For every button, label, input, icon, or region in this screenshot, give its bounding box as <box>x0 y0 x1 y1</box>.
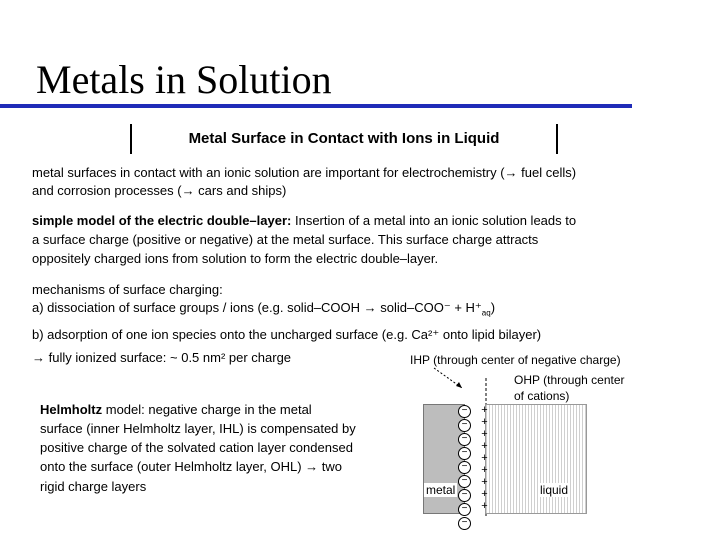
mechanism-a-text: a) dissociation of surface groups / ions (e.g. solid–COOH → solid–COO⁻ + H⁺ <box>32 300 482 315</box>
anion: − <box>458 433 471 446</box>
helmholtz-line-2: surface (inner Helmholtz layer, IHL) is compensated by <box>40 421 356 436</box>
paragraph-double-layer-line-3: oppositely charged ions from solution to form the electric double–layer. <box>32 251 439 266</box>
cation: + <box>481 488 488 500</box>
liquid-region <box>485 404 587 514</box>
cation-layer <box>479 405 493 513</box>
anion-layer <box>458 405 472 531</box>
slide-title: Metals in Solution <box>36 57 332 102</box>
anion: − <box>458 489 471 502</box>
paragraph-importance-line-2: and corrosion processes (→ cars and ships) <box>32 183 287 198</box>
liquid-label: liquid <box>540 483 569 497</box>
aq-subscript: aq <box>481 308 491 318</box>
anion: − <box>458 517 471 530</box>
helmholtz-line-4: onto the surface (outer Helmholtz layer, OHL) → two <box>40 459 343 474</box>
helmholtz-line-3: positive charge of the solvated cation layer condensed <box>40 440 353 455</box>
cation: + <box>481 416 488 428</box>
ohp-label-line-2: of cations) <box>514 389 570 403</box>
anion: − <box>458 447 471 460</box>
cation: + <box>481 500 488 512</box>
paragraph-double-layer-line-1 <box>32 211 576 231</box>
helmholtz-line-5: rigid charge layers <box>40 479 147 494</box>
mechanism-b: b) adsorption of one ion species onto the uncharged surface (e.g. Ca²⁺ onto lipid bilayer) <box>32 327 542 342</box>
cation: + <box>481 404 488 416</box>
double-layer-text: Insertion of a metal into an ionic solution leads to <box>291 213 577 228</box>
cation: + <box>481 452 488 464</box>
anion: − <box>458 503 471 516</box>
ohp-label-line-1: OHP (through center <box>514 373 625 387</box>
cation: + <box>481 428 488 440</box>
anion: − <box>458 405 471 418</box>
mechanism-a-close: ) <box>490 300 496 315</box>
ionized-surface-note: → fully ionized surface: ~ 0.5 nm² per charge <box>32 350 292 365</box>
mechanism-a <box>32 298 495 324</box>
cation: + <box>481 464 488 476</box>
mechanisms-heading: mechanisms of surface charging: <box>32 282 223 297</box>
helmholtz-line-1 <box>40 400 312 420</box>
helmholtz-term: Helmholtz <box>40 402 103 417</box>
title-underline <box>0 104 632 108</box>
ihp-label: IHP (through center of negative charge) <box>410 353 621 367</box>
helmholtz-text: model: negative charge in the metal <box>102 402 312 417</box>
metal-label: metal <box>426 483 456 497</box>
anion: − <box>458 419 471 432</box>
anion: − <box>458 475 471 488</box>
double-layer-diagram <box>400 348 720 528</box>
paragraph-double-layer-line-2: a surface charge (positive or negative) at the metal surface. This surface charge attracts <box>32 232 539 247</box>
cation: + <box>481 476 488 488</box>
cation: + <box>481 440 488 452</box>
section-heading: Metal Surface in Contact with Ions in Liquid <box>130 124 558 154</box>
anion: − <box>458 461 471 474</box>
paragraph-importance-line-1: metal surfaces in contact with an ionic solution are important for electrochemistry (→ fuel cells) <box>32 165 577 180</box>
double-layer-term: simple model of the electric double–layer: <box>32 213 292 228</box>
